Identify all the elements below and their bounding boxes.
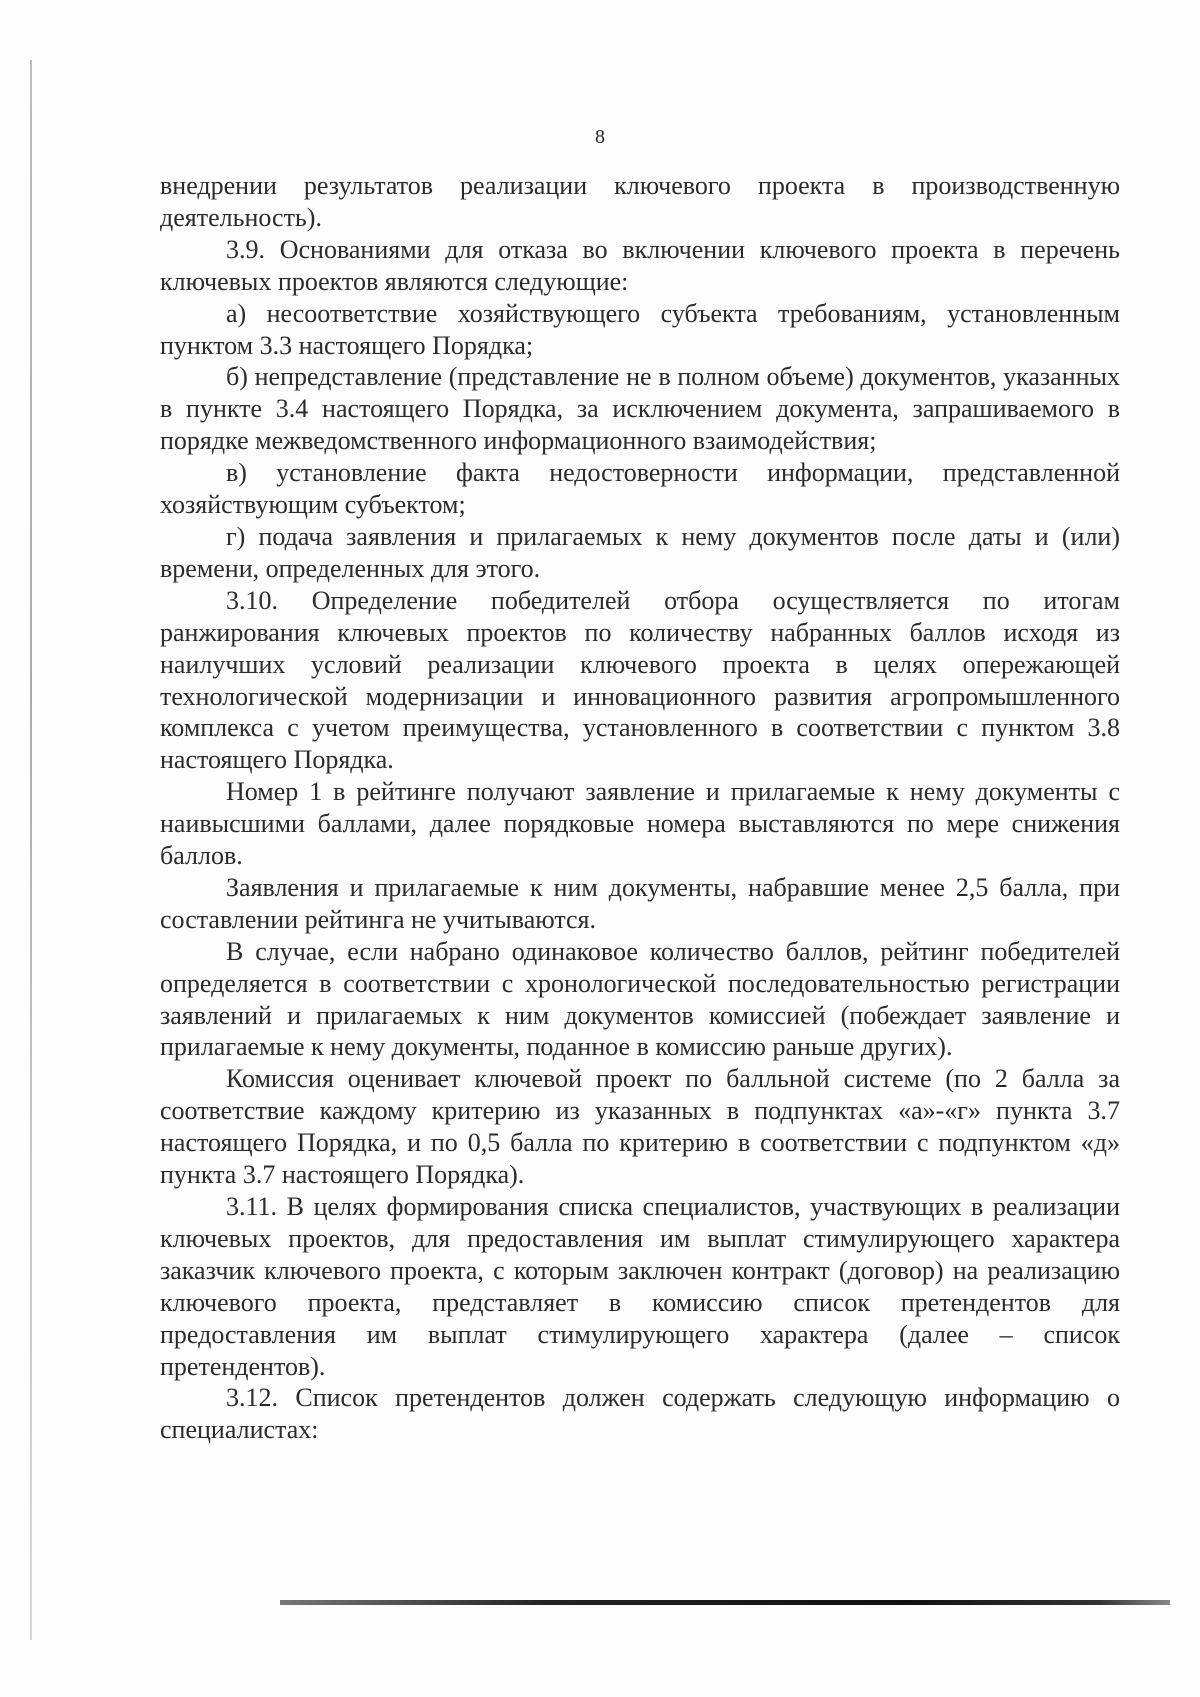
paragraph-3-10: 3.10. Определение победителей отбора осуществляется по итогам ранжирования ключевых проектов по количеству набранных баллов исходя из наилучших условий реализации ключевого проекта в целях опережающей технологической модернизации и инновационного развития агропромышленного комплекса с учетом преимущества, установленного в соответствии с пунктом 3.8 настоящего Порядка. [160,585,1120,775]
paragraph-3-12: 3.12. Список претендентов должен содержать следующую информацию о специалистах: [160,1383,1120,1445]
list-item-v: в) установление факта недостоверности информации, представленной хозяйствующим субъектом; [160,458,1120,520]
paragraph-3-11: 3.11. В целях формирования списка специалистов, участвующих в реализации ключевых проектов, для предоставления им выплат стимулирующего характера заказчик ключевого проекта, с которым заключен контракт (договор) на реализацию ключевого проекта, представляет в комиссию список претендентов для предоставления им выплат стимулирующего характера (далее – список претендентов). [160,1192,1120,1381]
paragraph-continuation: внедрении результатов реализации ключевого проекта в производственную деятельность). [160,171,1120,232]
scan-edge-line [30,60,32,1640]
list-item-a: а) несоответствие хозяйствующего субъекта требованиям, установленным пунктом 3.3 настоящего Порядка; [160,298,1120,360]
paragraph-rating-number: Номер 1 в рейтинге получают заявление и прилагаемые к нему документы с наивысшими баллами, далее порядковые номера выставляются по мере снижения баллов. [160,777,1120,871]
list-item-g: г) подача заявления и прилагаемых к нему документов после даты и (или) времени, определенных для этого. [160,521,1120,583]
footer-rule [280,1600,1170,1605]
paragraph-minimum-score: Заявления и прилагаемые к ним документы, набравшие менее 2,5 балла, при составлении рейтинга не учитываются. [160,872,1120,934]
document-body [160,170,1120,1446]
list-item-b: б) непредставление (представление не в полном объеме) документов, указанных в пункте 3.4 настоящего Порядка, за исключением документа, запрашиваемого в порядке межведомственного информационного взаимодействия; [160,362,1120,456]
page-number: 8 [595,126,605,148]
paragraph-tie-rule: В случае, если набрано одинаковое количество баллов, рейтинг победителей определяется в соответствии с хронологической последовательностью регистрации заявлений и прилагаемых к ним документов комиссией (побеждает заявление и прилагаемые к нему документы, поданное в комиссию раньше других). [160,936,1120,1062]
paragraph-3-9: 3.9. Основаниями для отказа во включении ключевого проекта в перечень ключевых проектов являются следующие: [160,234,1120,296]
paragraph-scoring-system: Комиссия оценивает ключевой проект по балльной системе (по 2 балла за соответствие каждому критерию из указанных в подпунктах «а»-«г» пункта 3.7 настоящего Порядка, и по 0,5 балла по критерию в соответствии с подпунктом «д» пункта 3.7 настоящего Порядка). [160,1064,1120,1190]
